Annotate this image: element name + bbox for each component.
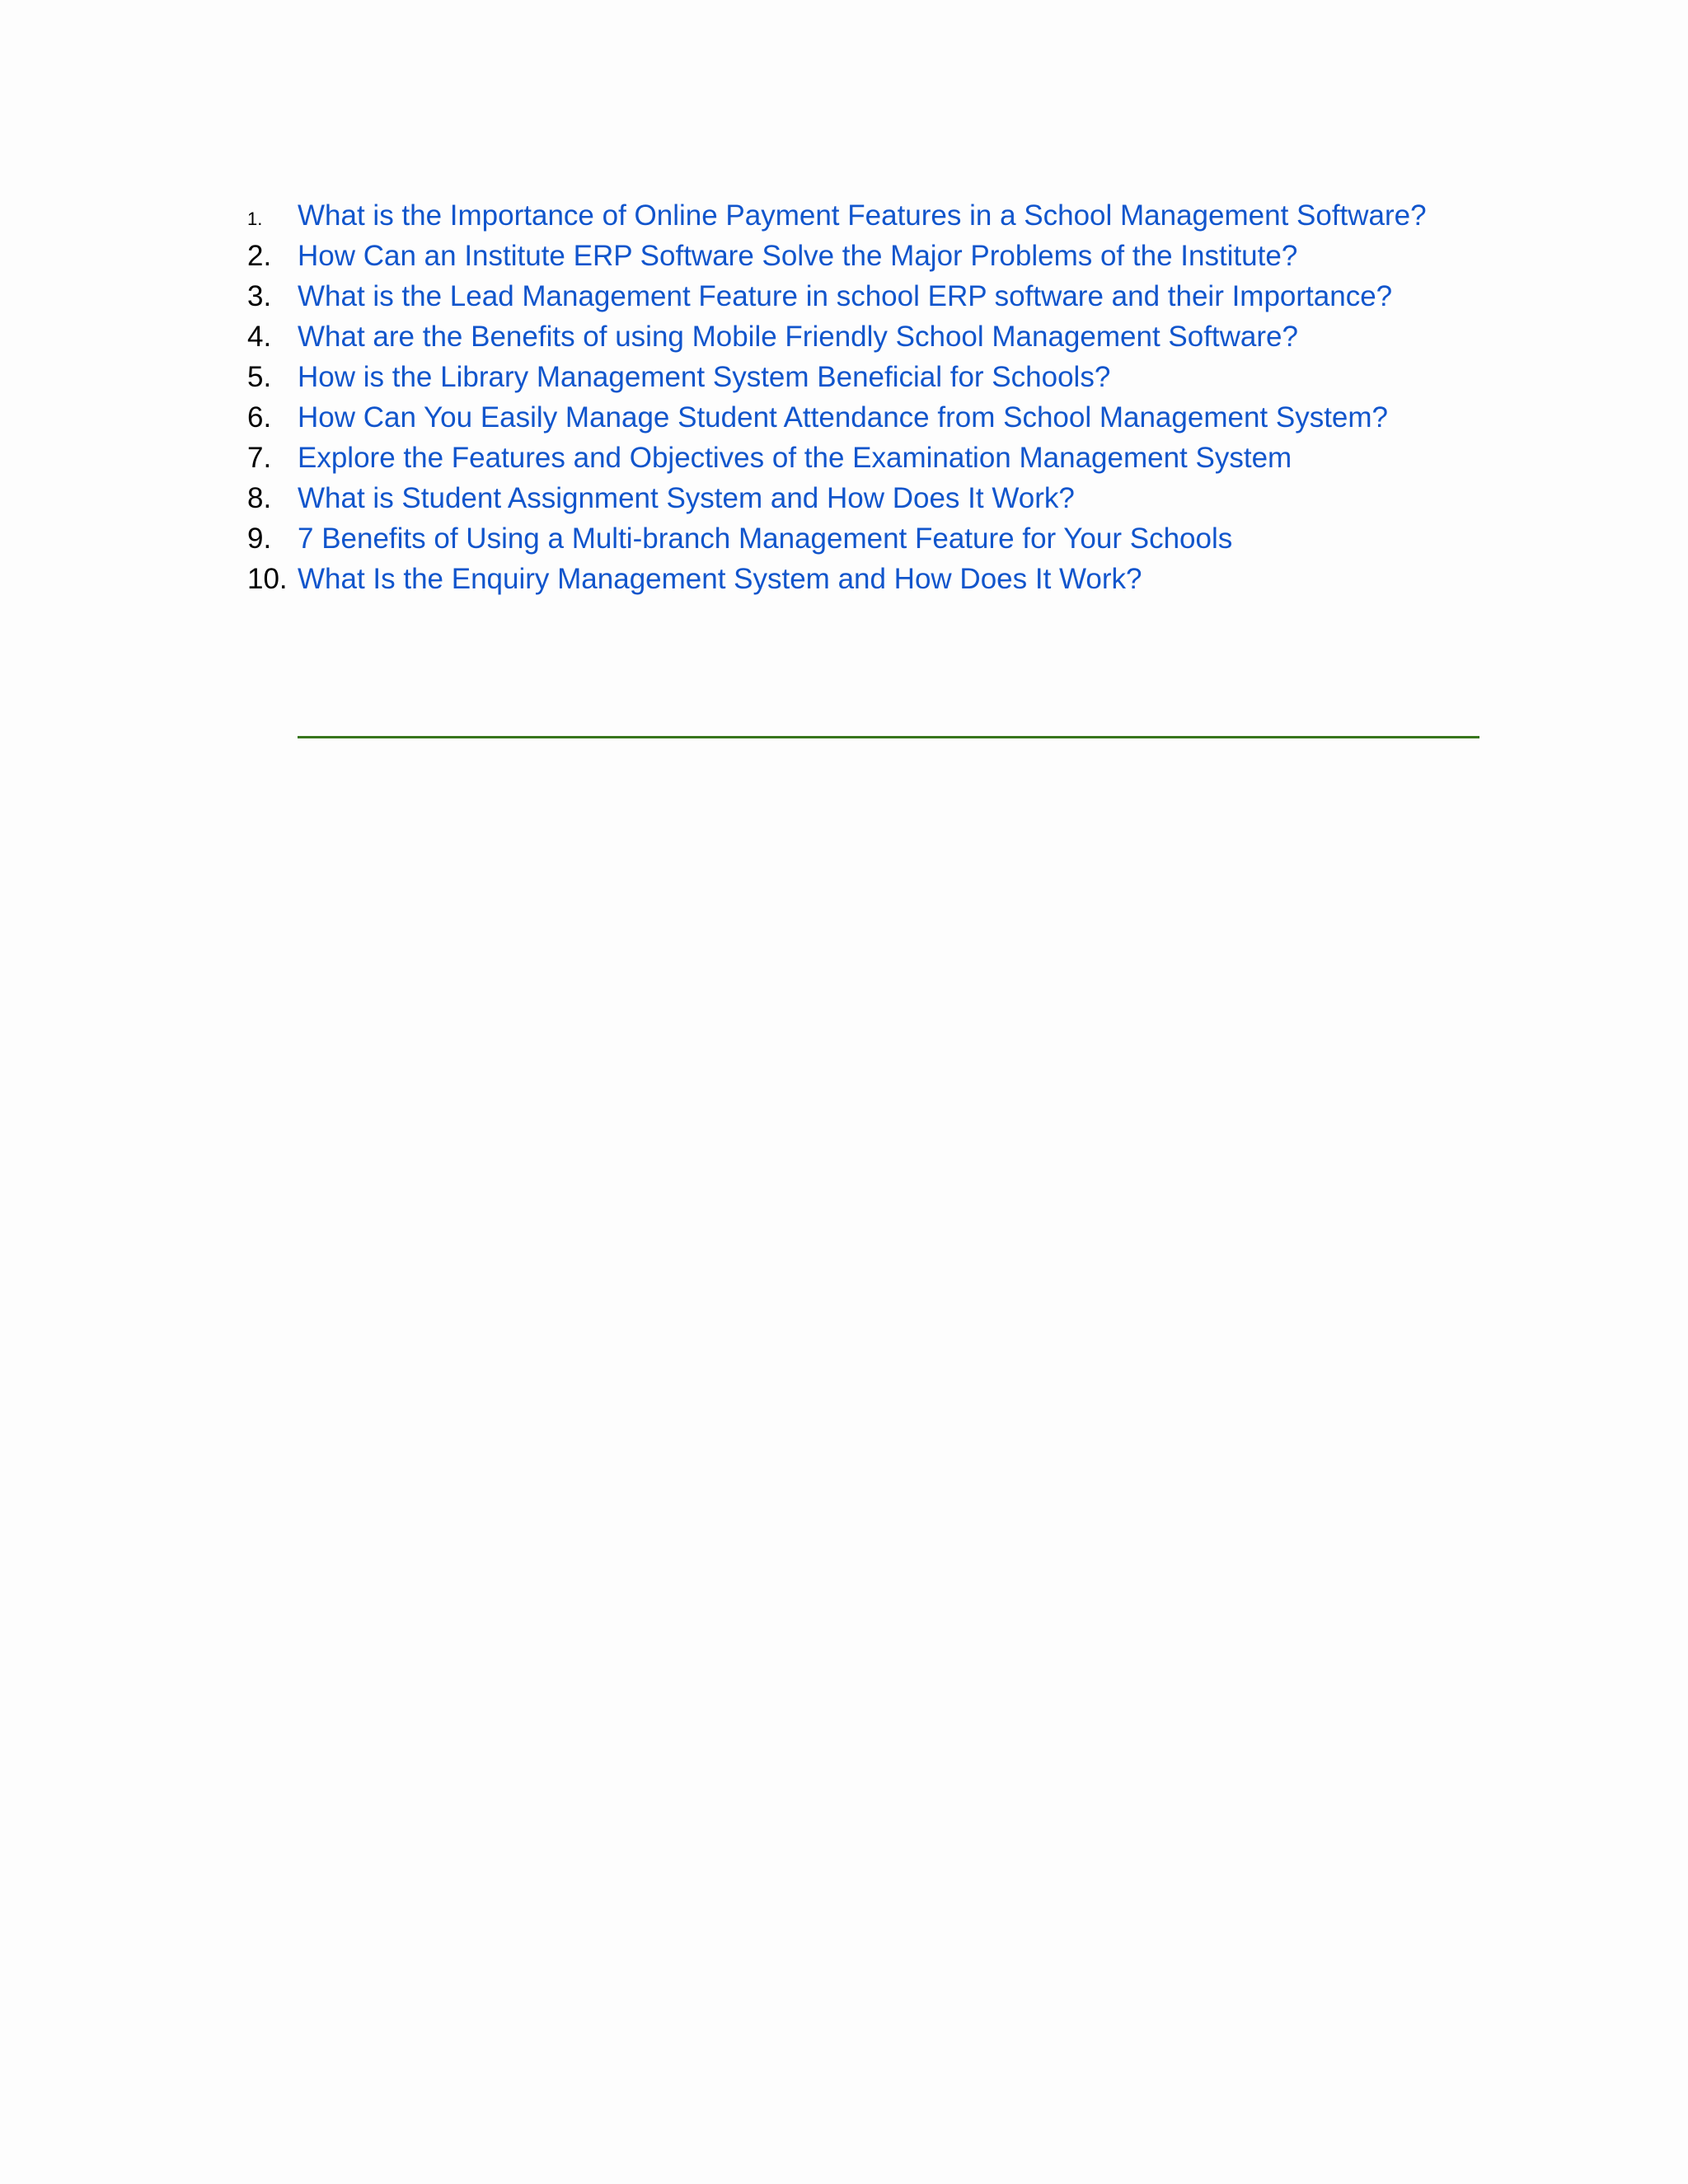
article-list xyxy=(247,195,1533,599)
list-number: 3. xyxy=(247,280,272,312)
article-link[interactable]: Explore the Features and Objectives of the Examination Management System xyxy=(298,442,1292,474)
article-link[interactable]: What Is the Enquiry Management System and How Does It Work? xyxy=(298,563,1142,595)
list-number: 4. xyxy=(247,321,272,353)
list-number: 2. xyxy=(247,240,272,272)
article-link[interactable]: How Can You Easily Manage Student Attendance from School Management System? xyxy=(298,401,1389,434)
article-link[interactable]: What is Student Assignment System and How Does It Work? xyxy=(298,482,1075,514)
list-number: 6. xyxy=(247,401,272,434)
list-number: 10. xyxy=(247,563,288,595)
article-link[interactable]: What is the Lead Management Feature in school ERP software and their Importance? xyxy=(298,280,1393,312)
list-item xyxy=(247,559,1533,599)
list-number: 8. xyxy=(247,482,272,514)
list-item xyxy=(247,316,1533,357)
list-number: 1. xyxy=(247,209,263,229)
list-item xyxy=(247,438,1533,478)
list-item xyxy=(247,478,1533,518)
list-item xyxy=(247,518,1533,559)
list-item xyxy=(247,276,1533,316)
list-item xyxy=(247,236,1533,276)
list-number: 5. xyxy=(247,361,272,393)
article-link[interactable]: How Can an Institute ERP Software Solve the Major Problems of the Institute? xyxy=(298,240,1298,272)
list-number: 7. xyxy=(247,442,272,474)
list-item xyxy=(247,397,1533,438)
article-link[interactable]: How is the Library Management System Beneficial for Schools? xyxy=(298,361,1111,393)
list-number: 9. xyxy=(247,523,272,555)
article-link[interactable]: What is the Importance of Online Payment Features in a School Management Software? xyxy=(298,199,1427,232)
article-link[interactable]: What are the Benefits of using Mobile Friendly School Management Software? xyxy=(298,321,1298,353)
list-item xyxy=(247,195,1533,236)
list-item xyxy=(247,357,1533,397)
article-link[interactable]: 7 Benefits of Using a Multi-branch Management Feature for Your Schools xyxy=(298,523,1233,555)
horizontal-divider xyxy=(298,736,1479,738)
